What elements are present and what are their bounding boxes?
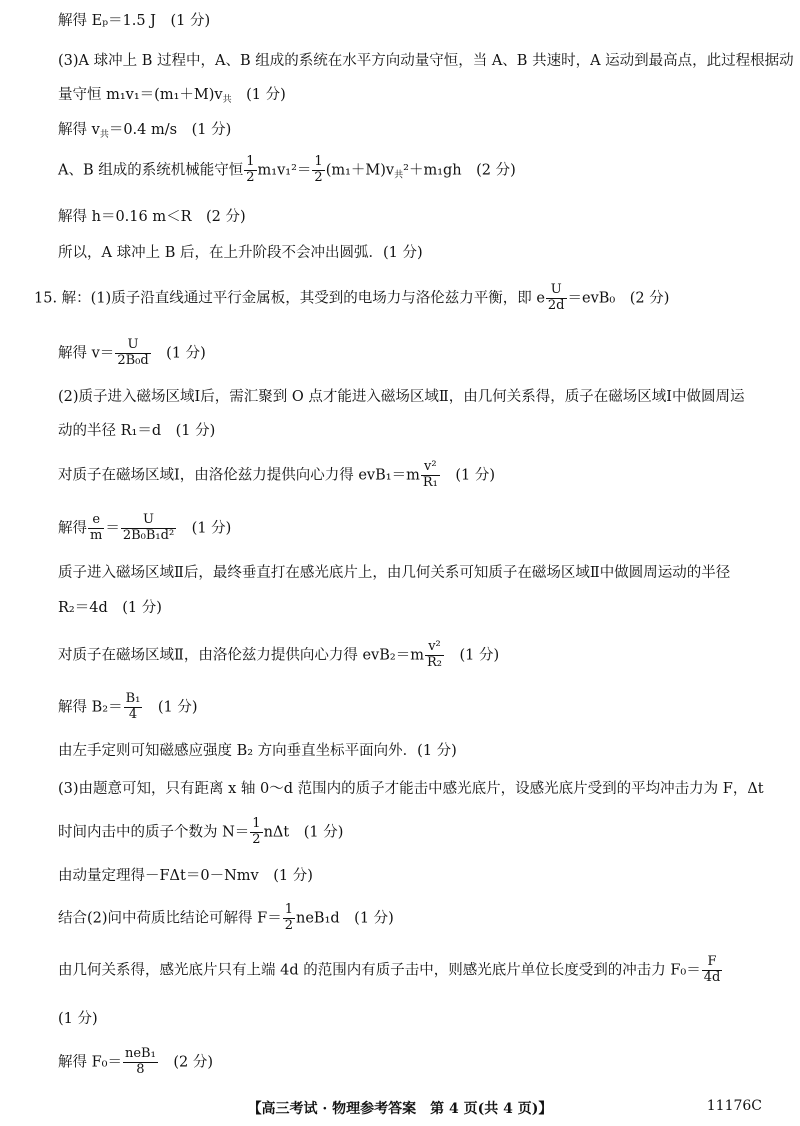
line-part2-intro: (2)质子进入磁场区域Ⅰ后，需汇聚到 O 点才能进入磁场区域Ⅱ，由几何关系得，质子在磁场区域Ⅰ中做圆周运 [58,389,745,405]
fraction: $\frac{\text{B₁}}{4}$ [125,691,141,722]
line-unit-force: 由几何关系得，感光底片只有上端 4d 的范围内有质子击中，则感光底片单位长度受到的冲击力 F₀＝ $\frac{F}{4d}$ [58,954,721,985]
fraction: neB₁ 8 [124,1046,156,1077]
fraction: $\frac{U}{\text{2B₀d}}$ [117,337,149,368]
line-q15-part1: 15. 解：(1)质子沿直线通过平行金属板，其受到的电场力与洛伦兹力平衡，即 e $\frac{U}{2d}$ ＝evB₀ (2 分) [34,282,670,313]
line-f0-result: 解得 F₀＝ neB₁ 8 (2 分) [58,1046,213,1077]
line-region2-intro: 质子进入磁场区域Ⅱ后，最终垂直打在感光底片上，由几何关系可知质子在磁场区域Ⅱ中做圆周运动的半径 [58,565,731,581]
line-left-hand-rule: 由左手定则可知磁感应强度 B₂ 方向垂直坐标平面向外．(1 分) [58,743,457,759]
fraction: $\frac{U}{2d}$ [547,282,565,313]
line-part3-intro: (3)由题意可知，只有距离 x 轴 0～d 范围内的质子才能击中感光底片，设感光底片受到的平均冲击力为 F，Δt [58,781,764,797]
line-momentum-eq: 量守恒 $m_1v_1=(m_1+M)v_共$ (1 分) [58,87,286,105]
fraction: $\frac{1}{2}$ [284,902,293,933]
line-score: (1 分) [58,1011,98,1027]
fraction: $\frac{\text{v²}}{\text{R₁}}$ [422,459,438,490]
line-impulse: 由动量定理得－FΔt＝0－Nmv (1 分) [58,868,313,884]
line-h: 解得 h＝0.16 m＜R (2 分) [58,209,246,225]
line-r2: R₂＝4d (1 分) [58,600,162,616]
fraction: $\frac{e}{m}$ [90,512,103,543]
line-energy-eq: A、B 组成的系统机械能守恒 $\frac{1}{2}$ m₁v₁²＝ $\frac{1}{2}$ $(m_1+M)v_共^2+m_1gh$ (2 分) [58,154,516,185]
fraction: $\frac{\text{v²}}{\text{R₂}}$ [426,639,442,670]
line-ep: 解得 Eₚ＝1.5 J (1 分) [58,13,211,29]
fraction: $\frac{F}{4d}$ [703,954,721,985]
fraction: $\frac{1}{2}$ [314,154,323,185]
line-n-count: 时间内击中的质子个数为 N＝ $\frac{1}{2}$ nΔt (1 分) [58,816,344,847]
line-v-common: 解得 $v_共=0.4$ m/s (1 分) [58,122,232,140]
fraction: $\frac{1}{2}$ [246,154,255,185]
line-r1: 动的半径 R₁＝d (1 分) [58,423,216,439]
fraction: $\frac{1}{2}$ [252,816,261,847]
line-momentum-intro: (3)A 球冲上 B 过程中，A、B 组成的系统在水平方向动量守恒，当 A、B 共速时，A 运动到最高点，此过程根据动 [58,53,794,69]
footer-code: 11176C [706,1098,762,1114]
line-b2: 解得 B₂＝ $\frac{\text{B₁}}{4}$ (1 分) [58,691,198,722]
fraction: $\frac{U}{\text{2B₀B₁d²}}$ [122,512,175,543]
line-charge-mass: 解得 $\frac{e}{m}$ ＝ $\frac{U}{\text{2B₀B₁d²}}$ (1 分) [58,512,232,543]
footer-title: 【高三考试 · 物理参考答案 第 4 页(共 4 页)】 [247,1101,553,1117]
line-v-result: 解得 v＝ $\frac{U}{\text{2B₀d}}$ (1 分) [58,337,206,368]
line-conclusion: 所以，A 球冲上 B 后，在上升阶段不会冲出圆弧．(1 分) [58,245,423,261]
line-region2-force: 对质子在磁场区域Ⅱ，由洛伦兹力提供向心力得 evB₂＝m $\frac{\text{v²}}{\text{R₂}}$ (1 分) [58,639,500,670]
line-force: 结合(2)问中荷质比结论可解得 F＝ $\frac{1}{2}$ neB₁d (1 分) [58,902,394,933]
line-region1-force: 对质子在磁场区域Ⅰ，由洛伦兹力提供向心力得 evB₁＝m $\frac{\text{v²}}{\text{R₁}}$ (1 分) [58,459,495,490]
